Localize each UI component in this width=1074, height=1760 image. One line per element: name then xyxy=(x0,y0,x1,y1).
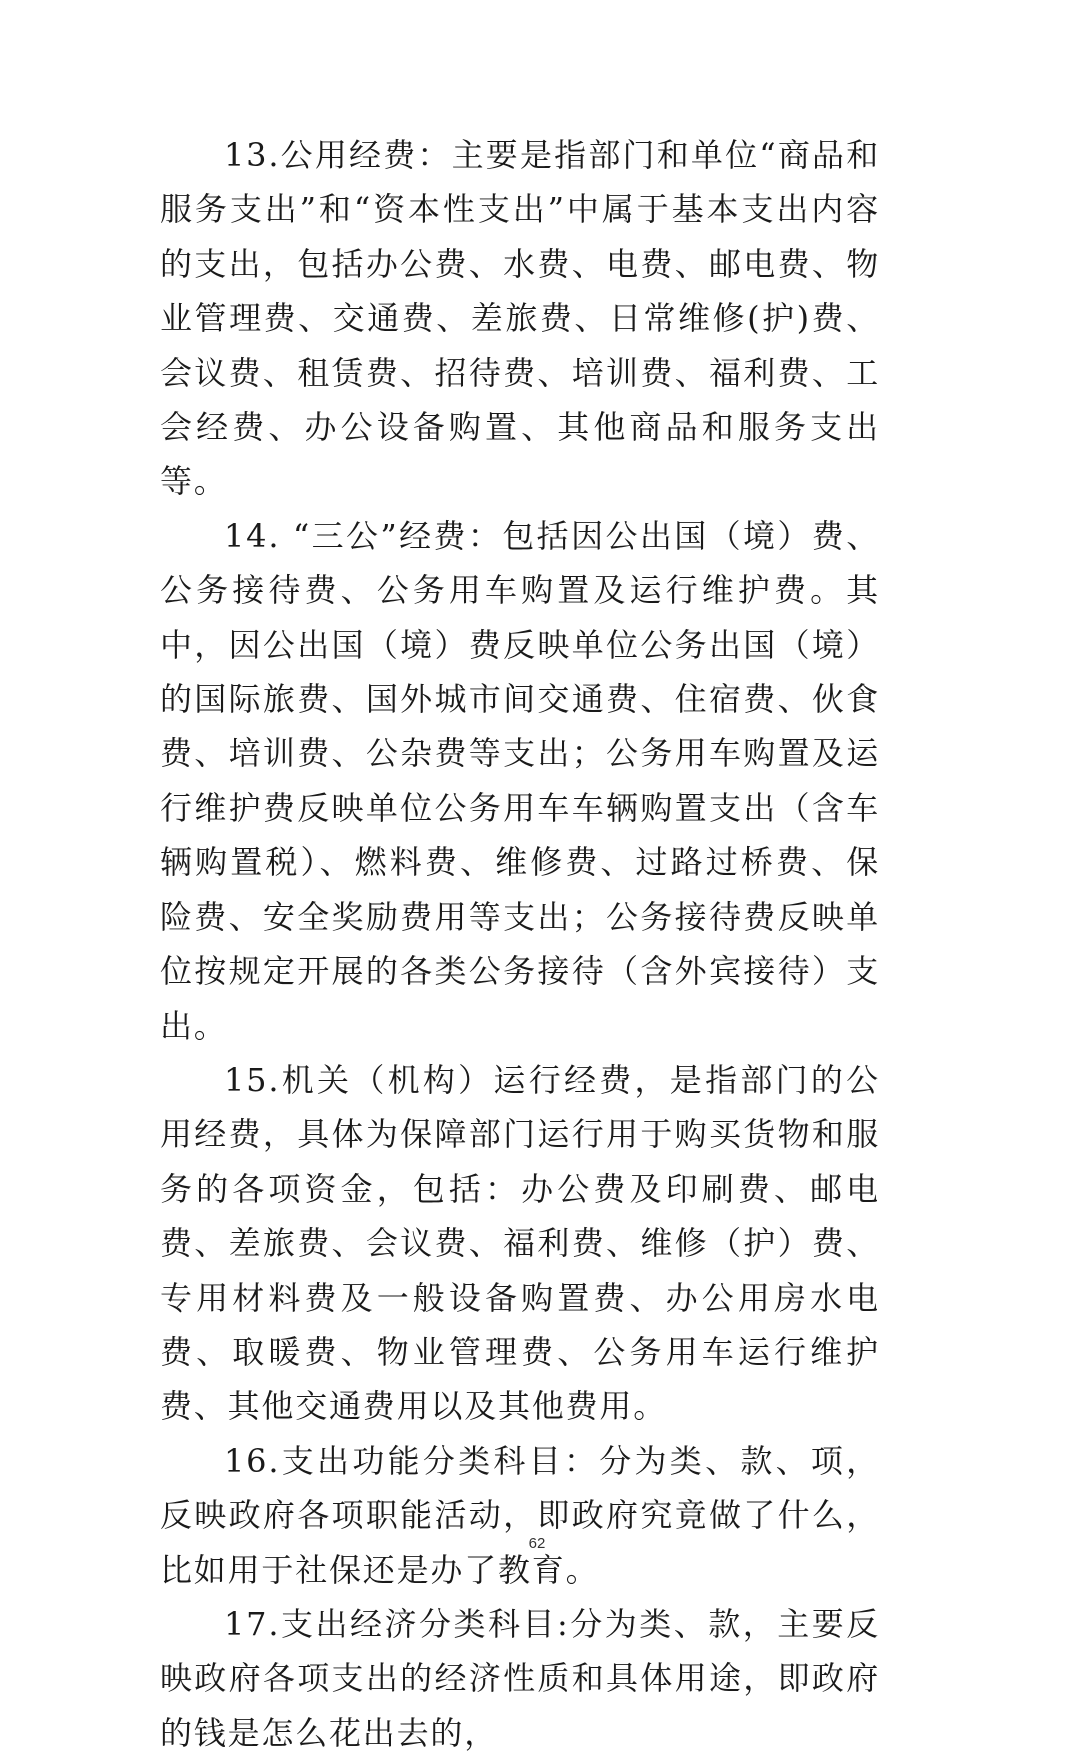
document-body xyxy=(160,128,880,1760)
paragraph-17-economic-classification: 17.支出经济分类科目:分为类、款，主要反映政府各项支出的经济性质和具体用途，即政府的钱是怎么花出去的， xyxy=(160,1604,880,1752)
paragraph-14-three-public-expenses: 14. “三公”经费：包括因公出国（境）费、公务接待费、公务用车购置及运行维护费。其中，因公出国（境）费反映单位公务出国（境）的国际旅费、国外城市间交通费、住宿费、伙食费、培训费、公杂费等支出；公务用车购置及运行维护费反映单位公务用车车辆购置支出（含车辆购置税）、燃料费、维修费、过路过桥费、保险费、安全奖励费用等支出；公务接待费反映单位按规定开展的各类公务接待（含外宾接待）支出。 xyxy=(160,516,880,1045)
paragraph-15-agency-operating-funds: 15.机关（机构）运行经费，是指部门的公用经费，具体为保障部门运行用于购买货物和服务的各项资金，包括：办公费及印刷费、邮电费、差旅费、会议费、福利费、维修（护）费、专用材料费及一般设备购置费、办公用房水电费、取暖费、物业管理费、公务用车运行维护费、其他交通费用以及其他费用。 xyxy=(160,1060,880,1426)
page-number: 62 xyxy=(528,1535,546,1552)
paragraph-13-public-funds: 13.公用经费：主要是指部门和单位“商品和服务支出”和“资本性支出”中属于基本支出内容的支出，包括办公费、水费、电费、邮电费、物业管理费、交通费、差旅费、日常维修(护)费、会议费、租赁费、招待费、培训费、福利费、工会经费、办公设备购置、其他商品和服务支出等。 xyxy=(160,136,880,501)
paragraph-16-functional-classification: 16.支出功能分类科目：分为类、款、项，反映政府各项职能活动，即政府究竟做了什么，比如用于社保还是办了教育。 xyxy=(160,1441,880,1589)
